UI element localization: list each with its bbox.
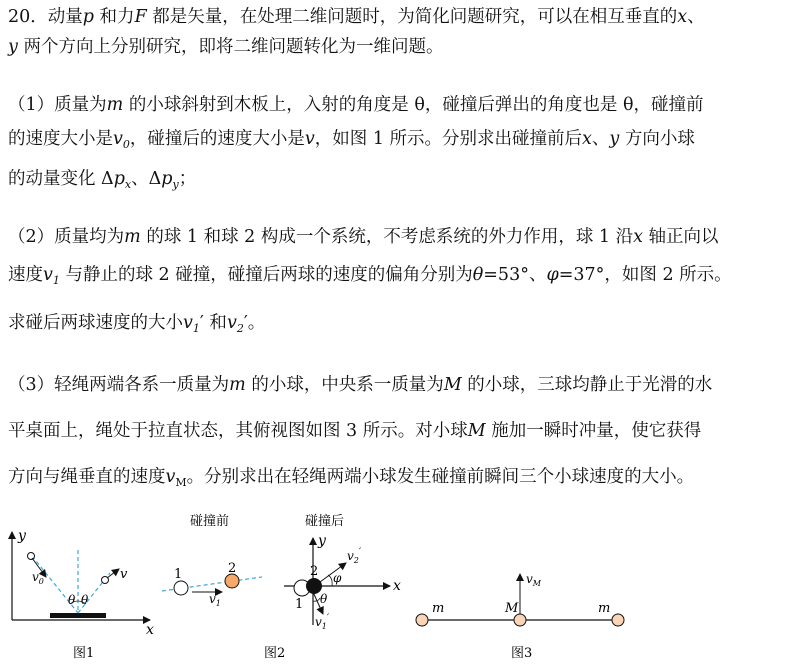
question-part-3 xyxy=(8,362,780,506)
text: 都是矢量，在处理二维问题时，为简化问题研究，可以在相互垂直的 xyxy=(146,7,678,27)
symbol-v: v xyxy=(113,129,123,149)
text: 、 xyxy=(687,7,705,27)
symbol-m: m xyxy=(106,95,124,115)
text: 、 xyxy=(591,129,610,149)
text: 方向与绳垂直的速度 xyxy=(8,467,166,487)
fig2-v1-label: $v_1$ xyxy=(209,592,221,608)
figure-2 xyxy=(162,513,401,661)
fig3-ball-m-left xyxy=(416,614,428,626)
text: 和力 xyxy=(93,7,135,27)
fig1-axis-y-label: y xyxy=(18,528,26,544)
fig2-theta-label: θ xyxy=(320,592,328,606)
text: ，碰撞后的速度大小是 xyxy=(129,129,305,149)
fig2-v2p-label: $v_2'$ xyxy=(347,547,362,565)
question-intro xyxy=(8,2,780,62)
text: 的动量变化 Δ xyxy=(8,169,114,189)
part2-line-2 xyxy=(8,254,780,302)
subscript: M xyxy=(175,476,187,489)
subscript: 1 xyxy=(192,322,200,335)
part1-line-2 xyxy=(8,122,780,162)
fig1-wooden-board xyxy=(50,613,106,618)
symbol-F: F xyxy=(134,7,147,27)
symbol-M: M xyxy=(443,375,462,395)
text: ，如图 1 所示。分别求出碰撞前后 xyxy=(314,129,583,149)
fig2-ball-1-before xyxy=(174,581,188,595)
symbol-p: p xyxy=(82,7,94,27)
fig1-v-arrow xyxy=(107,569,119,578)
text: 的速度大小是 xyxy=(8,129,113,149)
part1-line-1 xyxy=(8,88,780,122)
text: 的球 1 和球 2 构成一个系统，不考虑系统的外力作用，球 1 沿 xyxy=(140,227,634,247)
text: 平桌面上，绳处于拉直状态，其俯视图如图 3 所示。对小球 xyxy=(8,421,468,441)
fig2-ball-2-label: 2 xyxy=(228,561,237,576)
fig2-ball-1-label: 1 xyxy=(174,567,183,582)
text: 与静止的球 2 碰撞，碰撞后两球的速度的偏角分别为 xyxy=(59,265,473,285)
text: 两个方向上分别研究，即将二维问题转化为一维问题。 xyxy=(17,37,444,57)
subscript: 0 xyxy=(122,138,130,151)
fig2-phi-arc xyxy=(328,575,332,586)
fig2-ball-2-after-label: 2 xyxy=(310,564,319,579)
fig1-v-label: v xyxy=(120,567,128,582)
intro-line-1 xyxy=(8,2,780,32)
fig1-ball-before xyxy=(28,553,35,560)
text: 方向小球 xyxy=(619,129,695,149)
text: （2）质量均为 xyxy=(8,227,125,247)
text: 速度 xyxy=(8,265,43,285)
symbol-x: x xyxy=(633,227,643,247)
text: （3）轻绳两端各系一质量为 xyxy=(8,375,230,395)
symbol-v: v xyxy=(304,129,315,149)
text: 求碰后两球速度的大小 xyxy=(8,313,183,333)
text: 。分别求出在轻绳两端小球发生碰撞前瞬间三个小球速度的大小。 xyxy=(186,467,695,487)
fig2-ball-2-before xyxy=(225,574,239,588)
fig3-label-m-right: m xyxy=(598,601,611,616)
fig3-caption: 图3 xyxy=(511,646,533,661)
subscript: 1 xyxy=(52,274,60,287)
text: 动量 xyxy=(47,7,83,27)
symbol-y: y xyxy=(8,37,18,57)
question-part-2 xyxy=(8,220,780,350)
fig3-vM-label: $v_M$ xyxy=(526,572,541,588)
part3-line-3 xyxy=(8,454,780,506)
symbol-v: v xyxy=(165,467,176,487)
symbol-phi: φ xyxy=(546,265,559,285)
symbol-m: m xyxy=(229,375,246,395)
symbol-v: v xyxy=(226,313,237,333)
symbol-v: v xyxy=(43,265,53,285)
text: =53°、 xyxy=(483,265,547,285)
symbol-p: p xyxy=(113,169,125,189)
figure-3 xyxy=(416,572,624,661)
fig2-after-title: 碰撞后 xyxy=(305,514,345,529)
fig2-ball-1-after-label: 1 xyxy=(295,597,304,612)
part1-line-3 xyxy=(8,162,780,202)
subscript: y xyxy=(172,178,179,191)
text: ′。 xyxy=(243,313,266,333)
fig1-theta-right: θ xyxy=(81,593,89,607)
text: =37°，如图 2 所示。 xyxy=(558,265,732,285)
text: （1）质量为 xyxy=(8,95,107,115)
figures xyxy=(0,500,786,668)
symbol-m: m xyxy=(124,227,141,247)
question-number: 20． xyxy=(8,7,48,27)
fig2-before-title: 碰撞前 xyxy=(190,514,230,529)
intro-line-2 xyxy=(8,32,780,62)
question-part-1 xyxy=(8,88,780,202)
fig2-v1p-label: $v_1'$ xyxy=(315,613,330,631)
symbol-v: v xyxy=(183,313,193,333)
text: ； xyxy=(178,169,197,189)
symbol-x: x xyxy=(582,129,592,149)
text: 轴正向以 xyxy=(642,227,719,247)
text: 的小球，中央系一质量为 xyxy=(245,375,444,395)
fig2-axis-x-label: x xyxy=(393,578,401,594)
symbol-theta: θ xyxy=(472,265,484,285)
fig2-caption: 图2 xyxy=(264,646,286,661)
fig1-axis-x-label: x xyxy=(146,622,154,638)
symbol-M: M xyxy=(467,421,486,441)
symbol-y: y xyxy=(609,129,620,149)
text: ′ 和 xyxy=(199,313,227,333)
symbol-p: p xyxy=(161,169,173,189)
part2-line-3 xyxy=(8,302,780,350)
text: 的小球斜射到木板上，入射的角度是 θ，碰撞后弹出的角度也是 θ，碰撞前 xyxy=(123,95,704,115)
figure-1 xyxy=(12,528,154,661)
fig2-axis-y-label: y xyxy=(318,533,326,549)
fig3-ball-m-right xyxy=(612,614,624,626)
text: 施加一瞬时冲量，使它获得 xyxy=(485,421,702,441)
fig1-caption: 图1 xyxy=(73,646,95,661)
part3-line-2 xyxy=(8,408,780,454)
text: 的小球，三球均静止于光滑的水 xyxy=(461,375,713,395)
text: 、Δ xyxy=(131,169,162,189)
fig3-label-M-mid: M xyxy=(505,601,519,616)
fig3-label-m-left: m xyxy=(432,601,445,616)
part2-line-1 xyxy=(8,220,780,254)
fig1-theta-left: θ xyxy=(68,593,76,607)
symbol-x: x xyxy=(677,7,688,27)
subscript: x xyxy=(124,178,132,191)
part3-line-1 xyxy=(8,362,780,408)
fig2-phi-label: φ xyxy=(333,571,342,585)
fig1-v0-label: $v_0$ xyxy=(32,570,44,586)
subscript: 2 xyxy=(236,322,244,335)
